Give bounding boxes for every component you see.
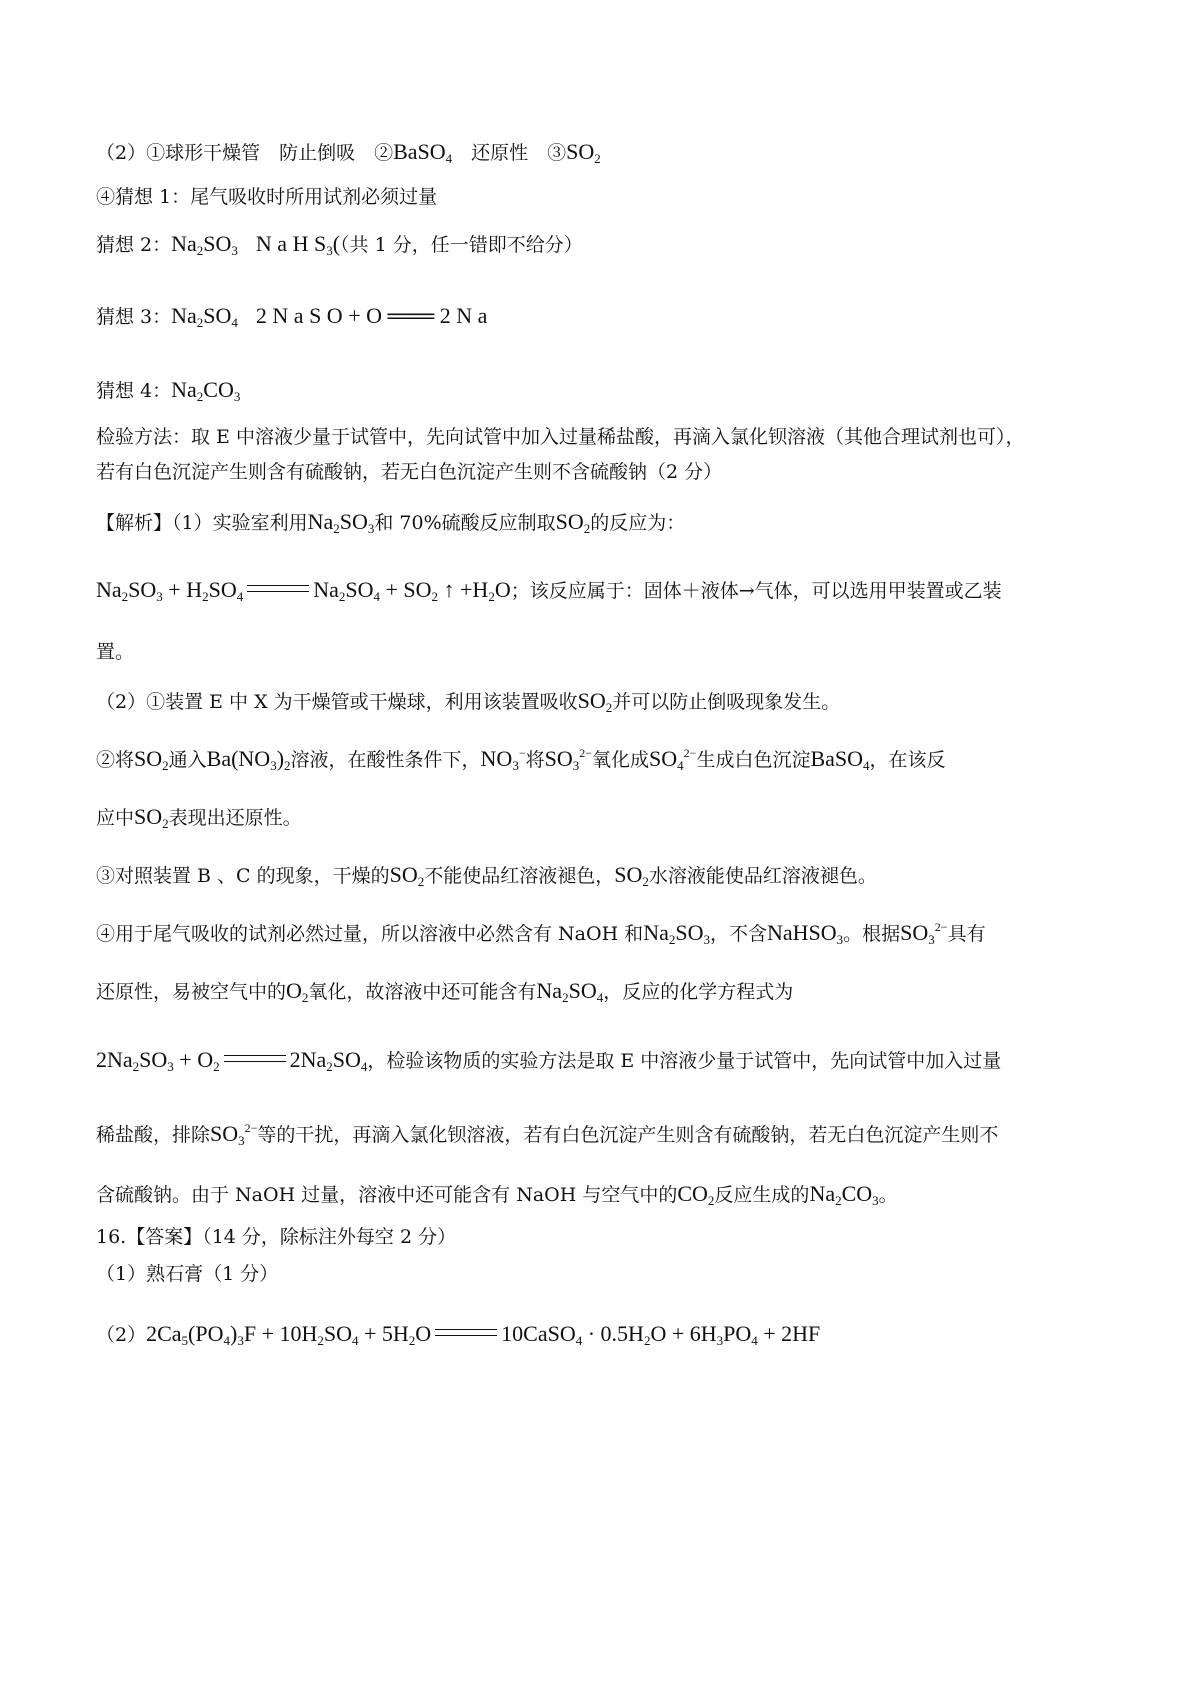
analysis-2-4-cont-2: 稀盐酸，排除$SO_3^{2-}$等的干扰，再滴入氯化钡溶液，若有白色沉淀产生则含有硫酸钠，若无白色沉淀产生则不 (96, 1121, 999, 1148)
analysis-line-continued: 置。 (96, 641, 135, 663)
analysis-1: 【解析】（1）实验室利用$Na_2SO_3$和 70%硫酸反应制取$SO_2$的反应为： (96, 509, 686, 536)
formula-so2: $SO_2$ (566, 139, 601, 166)
test-method-1: 检验方法：取 E 中溶液少量于试管中，先向试管中加入过量稀盐酸，再滴入氯化钡溶液（其他合理试剂也可）， (96, 426, 1025, 448)
formula-na2so4: $Na_2SO_4$ (536, 978, 604, 1005)
formula-na2so4: $Na_2SO_4$ (171, 303, 238, 330)
equation-oxidation: $2Na_2SO_3 + O_2$ $2Na_2SO_4$ (96, 1047, 368, 1074)
hypothesis-3: 猜想 3：$Na_2SO_4$ 2 N a S O + O ═══ 2 N a (96, 303, 488, 330)
formula-baso4: BaSO$_4$ (810, 746, 870, 773)
question-16-answer-2: $(2)2Ca_5(PO_4)_3F + 10H_2SO_4 + 5H_2O$ 10CaSO$_4$ · $0.5H_2O + 6H_3PO_4 + 2HF$ (96, 1321, 821, 1348)
formula-so4-ion: $SO_4^{2-}$ (649, 746, 697, 773)
formula-nahso3: N a H $S_3$( (255, 231, 341, 258)
formula-co2: $CO_2$ (677, 1181, 715, 1208)
equation-na2so3-h2so4: $Na_2SO_3 + H_2SO_4$ $Na_2SO_4 + SO_2$ ↑ $+H_2O$ (96, 577, 511, 604)
test-method-2: 若有白色沉淀产生则含有硫酸钠，若无白色沉淀产生则不含硫酸钠（2 分） (96, 461, 723, 483)
formula-nahso3: NaHSO$_3$ (766, 920, 844, 947)
question-16-header: 16.【答案】（14 分，除标注外每空 2 分） (96, 1226, 457, 1248)
formula-so2: $SO_2$ (134, 804, 169, 831)
formula-so3-ion: $SO_3^{2-}$ (210, 1121, 258, 1148)
formula-so2: $SO_2$ (577, 688, 613, 715)
formula-na2co3: $Na_2CO_3$ (809, 1181, 879, 1208)
formula-na2so3: $Na_2SO_3$ (307, 509, 375, 536)
question-16-answer-1: （1）熟石膏（1 分） (96, 1263, 279, 1285)
analysis-2-2: ②将$SO_2$通入$Ba(NO_3)_2$溶液，在酸性条件下，$NO_3^-$将$SO_3^{2-}$氧化成$SO_4^{2-}$生成白色沉淀BaSO$_4$，在该反 (96, 746, 946, 773)
analysis-2-2-cont: 应中$SO_2$表现出还原性。 (96, 804, 302, 831)
analysis-2-4-cont-3: 含硫酸钠。由于 NaOH 过量，溶液中还可能含有 NaOH 与空气中的$CO_2$反应生成的$Na_2CO_3$。 (96, 1181, 898, 1208)
formula-so2: $SO_2$ (389, 862, 425, 889)
hypothesis-4: 猜想 4：$Na_2CO_3$ (96, 377, 241, 404)
formula-baso4: BaSO$_4$ (393, 139, 453, 166)
formula-so3-ion: $SO_3^{2-}$ (900, 920, 948, 947)
analysis-2-1: （2）①装置 E 中 X 为干燥管或干燥球，利用该装置吸收$SO_2$并可以防止倒吸现象发生。 (96, 688, 841, 715)
answer-line-2: （2）①球形干燥管 防止倒吸 ②BaSO$_4$ 还原性 $③SO_2$ (96, 139, 601, 166)
formula-na2co3: $Na_2CO_3$ (171, 377, 241, 404)
analysis-equation-1: $Na_2SO_3 + H_2SO_4$ $Na_2SO_4 + SO_2$ ↑ $+H_2O$；该反应属于：固体＋液体→气体，可以选用甲装置或乙装 (96, 577, 1002, 604)
analysis-2-4-cont: 还原性，易被空气中的$O_2$氧化，故溶液中还可能含有$Na_2SO_4$，反应的化学方程式为 (96, 978, 794, 1005)
formula-so2: $SO_2$ (555, 509, 591, 536)
formula-ba-no3-2: $Ba(NO_3)_2$ (206, 746, 291, 773)
garbled-equation: 2 N a S O + O ═══ 2 N a (255, 303, 488, 328)
analysis-2-3: ③对照装置 B 、C 的现象，干燥的$SO_2$不能使品红溶液褪色，$SO_2$水溶液能使品红溶液褪色。 (96, 862, 877, 889)
analysis-2-4: ④用于尾气吸收的试剂必然过量，所以溶液中必然含有 NaOH 和$Na_2SO_3$，不含NaHSO$_3$。根据$SO_3^{2-}$具有 (96, 920, 986, 947)
formula-so3-ion: $SO_3^{2-}$ (544, 746, 593, 773)
analysis-equation-2: $2Na_2SO_3 + O_2$ $2Na_2SO_4$，检验该物质的实验方法是取 E 中溶液少量于试管中，先向试管中加入过量 (96, 1047, 1002, 1074)
hypothesis-1: ④猜想 1：尾气吸收时所用试剂必须过量 (96, 186, 438, 208)
hypothesis-2: 猜想 2：$Na_2SO_3$ N a H $S_3$(（共 1 分，任一错即不给分） (96, 231, 583, 258)
formula-na2so3: $Na_2SO_3$ (171, 231, 238, 258)
formula-no3-ion: $NO_3^-$ (480, 746, 526, 773)
equation-phosphate: $2Ca_5(PO_4)_3F + 10H_2SO_4 + 5H_2O$ 10CaSO$_4$ · $0.5H_2O + 6H_3PO_4 + 2HF$ (146, 1321, 821, 1348)
formula-na2so3: $Na_2SO_3$ (643, 920, 710, 947)
formula-so2: $SO_2$ (134, 746, 169, 773)
formula-o2: $O_2$ (286, 978, 309, 1005)
formula-so2: $SO_2$ (614, 862, 649, 889)
